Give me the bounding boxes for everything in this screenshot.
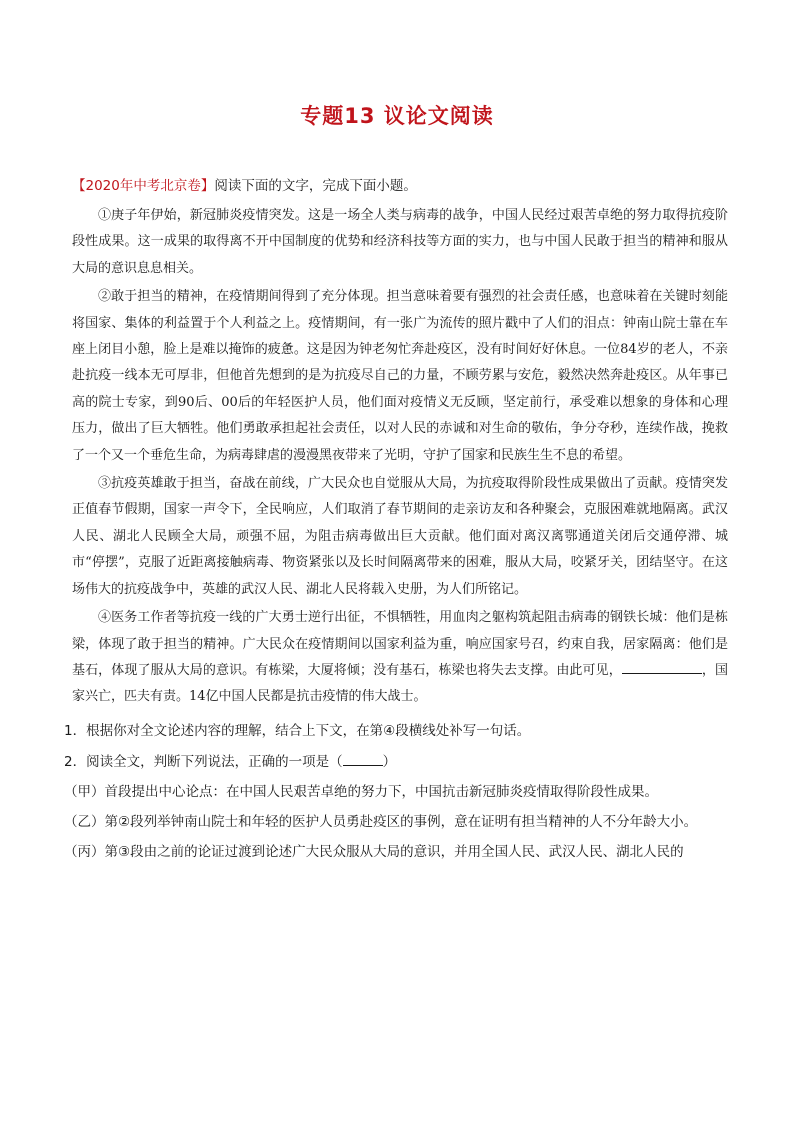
intro-text: 阅读下面的文字，完成下面小题。 (214, 178, 417, 194)
option-yi: （乙）第②段列举钟南山院士和年轻的医护人员勇赴疫区的事例，意在证明有担当精神的人不分年龄大小。 (64, 813, 698, 830)
question-intro (72, 176, 728, 196)
paragraph-1: ①庚子年伊始，新冠肺炎疫情突发。这是一场全人类与病毒的战争，中国人民经过艰苦卓绝的努力取得抗疫阶段性成果。这一成果的取得离不开中国制度的优势和经济科技等方面的实力，也与中国人民敢于担当的精神和服从大局的意识息息相关。 (72, 208, 728, 276)
fill-in-blank[interactable] (622, 659, 702, 674)
paragraph-4 (72, 605, 728, 711)
paragraph-3: ③抗疫英雄敢于担当，奋战在前线，广大民众也自觉服从大局，为抗疫取得阶段性成果做出了贡献。疫情突发正值春节假期，国家一声令下，全民响应，人们取消了春节期间的走亲访友和各种聚会，克服困难就地隔离。武汉人民、湖北人民顾全大局，顽强不屈，为阻击病毒做出巨大贡献。他们面对离汉离鄂通道关闭后交通停滞、城市“停摆”，克服了近距离接触病毒、物资紧张以及长时间隔离带来的困难，服从大局，咬紧牙关，团结坚守。在这场伟大的抗疫战争中，英雄的武汉人民、湖北人民将载入史册，为人们所铭记。 (72, 476, 728, 597)
page-title: 专题13 议论文阅读 (300, 104, 494, 128)
answer-blank[interactable] (343, 751, 383, 766)
paragraph-4-text-before: ④医务工作者等抗疫一线的广大勇士逆行出征，不惧牺牲，用血肉之躯构筑起阻击病毒的钢铁长城：他们是栋梁，体现了敢于担当的精神。广大民众在疫情期间以国家利益为重，响应国家号召，约束自我，居家隔离：他们是基石，体现了服从大局的意识。有栋梁，大厦将倾；没有基石，栋梁也将失去支撑。由此可见， (72, 610, 728, 678)
source-label: 【2020年中考北京卷】 (72, 178, 215, 194)
document-body (64, 176, 728, 862)
question-2 (64, 751, 728, 772)
option-jia: （甲）首段提出中心论点：在中国人民艰苦卓绝的努力下，中国抗击新冠肺炎疫情取得阶段性成果。 (64, 783, 658, 800)
option-bing: （丙）第③段由之前的论证过渡到论述广大民众服从大局的意识，并用全国人民、武汉人民、湖北人民的 (64, 843, 684, 860)
question-2-close: ） (382, 753, 397, 770)
question-1: 1．根据你对全文论述内容的理解，结合上下文，在第④段横线处补写一句话。 (64, 722, 531, 739)
question-2-text: 2．阅读全文，判断下列说法，正确的一项是（ (64, 753, 343, 770)
paragraph-4-text-after: ，国家兴亡，匹夫有责。14亿中国人民都是抗击疫情的伟大战士。 (72, 662, 728, 705)
paragraph-2: ②敢于担当的精神，在疫情期间得到了充分体现。担当意味着要有强烈的社会责任感，也意味着在关键时刻能将国家、集体的利益置于个人利益之上。疫情期间，有一张广为流传的照片戳中了人们的泪点：钟南山院士靠在车座上闭目小憩，脸上是难以掩饰的疲惫。这是因为钟老匆忙奔赴疫区，没有时间好好休息。一位84岁的老人，不亲赴抗疫一线本无可厚非，但他首先想到的是为抗疫尽自己的力量，不顾劳累与安危，毅然决然奔赴疫区。从年事已高的院士专家，到90后、00后的年轻医护人员，他们面对疫情义无反顾，坚定前行，承受难以想象的身体和心理压力，做出了巨大牺牲。他们勇敢承担起社会责任，以对人民的赤诚和对生命的敬佑，争分夺秒，连续作战，挽救了一个又一个垂危生命，为病毒肆虐的漫漫黑夜带来了光明，守护了国家和民族生生不息的希望。 (72, 289, 728, 463)
